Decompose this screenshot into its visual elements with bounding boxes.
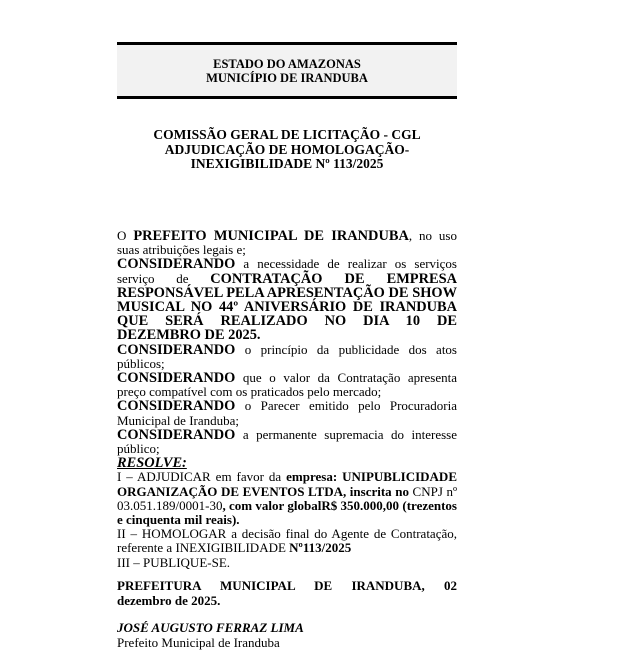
considerando-label: CONSIDERANDO bbox=[117, 398, 236, 415]
intro-prefix: O bbox=[117, 228, 134, 243]
item-1-value: , com valor globalR$ 350.000,00 (trezentos e cinquenta mil reais). bbox=[117, 497, 457, 528]
considerando-1 bbox=[117, 257, 457, 342]
header-state: ESTADO DO AMAZONAS bbox=[213, 57, 361, 71]
item-1-company: empresa: UNIPUBLICIDADE ORGANIZAÇÃO DE EVENTOS LTDA, inscrita no bbox=[117, 469, 457, 499]
item-2-number: Nº113/2025 bbox=[289, 540, 352, 556]
title-line-2: ADJUDICAÇÃO DE HOMOLOGAÇÃO- bbox=[164, 141, 410, 157]
signatory-role: Prefeito Municipal de Iranduba bbox=[117, 634, 280, 650]
considerando-label: CONSIDERANDO bbox=[117, 256, 236, 273]
intro-rest: , no uso suas atribuições legais e; bbox=[117, 228, 457, 258]
item-3: III – PUBLIQUE-SE. bbox=[117, 554, 231, 570]
signature-block bbox=[117, 621, 457, 650]
header-box bbox=[117, 42, 457, 99]
contract-object: CONTRATAÇÃO DE EMPRESA RESPONSÁVEL PELA APRESENTAÇÃO DE SHOW MUSICAL NO 44º ANIVERSÁRIO DE IRANDUBA QUE SERÁ REALIZADO NO DIA 10 DE DEZEMBRO DE 2025. bbox=[117, 270, 457, 344]
document-title bbox=[117, 128, 457, 172]
considerando-5 bbox=[117, 428, 457, 456]
considerando-2 bbox=[117, 343, 457, 371]
intro-paragraph bbox=[117, 229, 457, 257]
intro-authority: PREFEITO MUNICIPAL DE IRANDUBA bbox=[133, 228, 409, 244]
resolve-label: RESOLVE: bbox=[117, 455, 187, 472]
resolve-heading bbox=[117, 456, 457, 470]
closing-place-date bbox=[117, 579, 457, 608]
item-1-prefix: I – ADJUDICAR em favor da bbox=[117, 469, 287, 485]
header-municipality: MUNICÍPIO DE IRANDUBA bbox=[206, 71, 368, 85]
title-line-3: INEXIGIBILIDADE Nº 113/2025 bbox=[190, 156, 384, 171]
considerando-4-text: o Parecer emitido pelo Procuradoria Municipal de Iranduba; bbox=[117, 398, 457, 428]
considerando-2-text: o princípio da publicidade dos atos públicos; bbox=[117, 341, 457, 371]
item-1-cnpj: CNPJ nº 03.051.189/0001-30 bbox=[117, 483, 457, 513]
item-2-prefix: II – HOMOLOGAR a decisão final do Agente de Contratação, referente a INEXIGIBILIDADE bbox=[117, 526, 457, 556]
considerando-label: CONSIDERANDO bbox=[117, 341, 236, 358]
title-line-1: COMISSÃO GERAL DE LICITAÇÃO - CGL bbox=[153, 127, 421, 142]
considerando-4 bbox=[117, 399, 457, 427]
considerando-label: CONSIDERANDO bbox=[117, 370, 236, 387]
considerando-5-text: a permanente supremacia do interesse público; bbox=[117, 426, 457, 457]
item-2 bbox=[117, 527, 457, 555]
considerando-1-text: a necessidade de realizar os serviços serviço de bbox=[117, 256, 457, 286]
considerando-label: CONSIDERANDO bbox=[117, 426, 236, 443]
closing-line-1: PREFEITURA MUNICIPAL DE IRANDUBA, 02 bbox=[117, 578, 457, 593]
document-body bbox=[117, 229, 457, 570]
closing-line-2: dezembro de 2025. bbox=[117, 592, 221, 608]
considerando-3 bbox=[117, 371, 457, 399]
item-1 bbox=[117, 470, 457, 527]
considerando-3-text: que o valor da Contratação apresenta preço compatível com os praticados pelo mercado; bbox=[117, 370, 457, 400]
signatory-name: JOSÉ AUGUSTO FERRAZ LIMA bbox=[117, 620, 304, 635]
